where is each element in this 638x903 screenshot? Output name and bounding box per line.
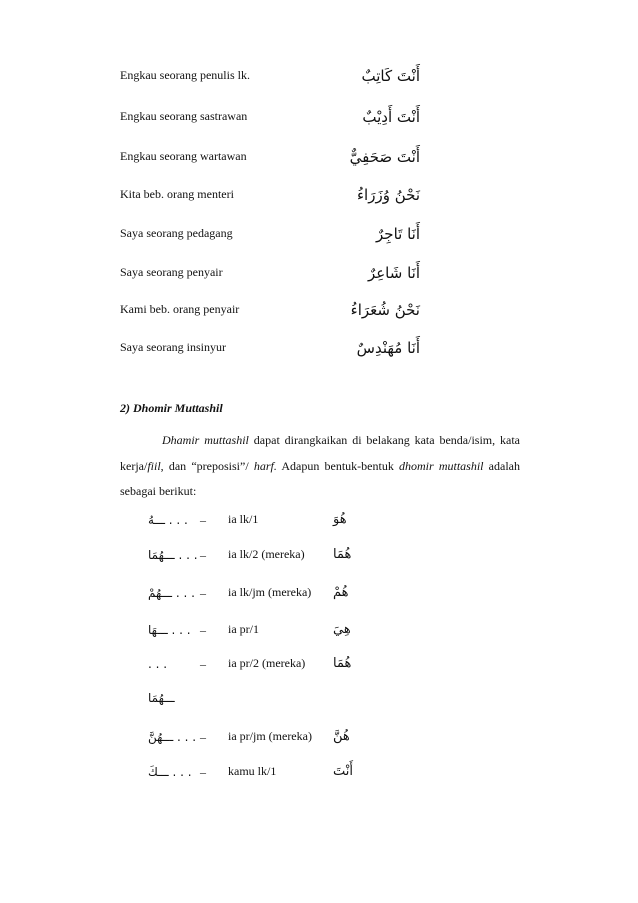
dhamir-meaning: ia lk/2 (mereka) xyxy=(228,547,305,561)
dhamir-row xyxy=(0,584,638,608)
vocab-latin: Kami beb. orang penyair xyxy=(120,302,240,316)
dhamir-meaning: kamu lk/1 xyxy=(228,764,277,778)
vocab-arabic: أَنْتَ صَحَفِيٌّ xyxy=(349,148,420,166)
term-harf: harf. xyxy=(253,458,277,473)
vocab-latin: Kita beb. orang menteri xyxy=(120,187,234,201)
dhamir-dash: – xyxy=(200,586,206,600)
vocab-latin: Saya seorang insinyur xyxy=(120,340,226,354)
vocab-row xyxy=(0,67,638,91)
intro-paragraph xyxy=(120,428,520,505)
dhamir-dash: – xyxy=(200,657,206,671)
paragraph-text: adalah sebagai berikut: xyxy=(120,458,520,498)
term-dhamir-muttashil: Dhamir muttashil xyxy=(162,433,249,447)
dhamir-suffix: ـــهُمَا xyxy=(148,691,175,705)
vocab-row xyxy=(0,264,638,288)
paragraph-text: dapat dirangkaikan di belakang kata benda/isim, kata kerja/ xyxy=(120,433,521,473)
dhamir-row xyxy=(0,621,638,645)
dhamir-row xyxy=(0,728,638,752)
vocab-latin: Saya seorang penyair xyxy=(120,265,223,279)
dhamir-dash: – xyxy=(200,730,206,744)
dhamir-suffix: ـــهُمْ . . . xyxy=(148,586,195,600)
term-fiil: fiil xyxy=(147,458,161,473)
vocab-latin: Saya seorang pedagang xyxy=(120,226,233,240)
vocab-arabic: أَنْتَ كَاتِبٌ xyxy=(361,67,420,85)
vocab-row xyxy=(0,186,638,210)
dhamir-meaning: ia pr/2 (mereka) xyxy=(228,656,306,670)
dhamir-suffix: ـــهُمَا . . . xyxy=(148,548,198,562)
vocab-latin: Engkau seorang sastrawan xyxy=(120,109,248,123)
dhamir-meaning: ia pr/jm (mereka) xyxy=(228,729,312,743)
vocab-arabic: أَنَا مُهَنْدِسٌ xyxy=(356,339,420,357)
dhamir-pronoun: هُنَّ xyxy=(333,729,350,744)
dhamir-dash: – xyxy=(200,765,206,779)
vocab-arabic: نَحْنُ شُعَرَاءُ xyxy=(350,301,420,319)
dhamir-pronoun: هُمْ xyxy=(333,585,349,600)
dhamir-suffix: ـــهَا . . . xyxy=(148,623,191,637)
vocab-latin: Engkau seorang wartawan xyxy=(120,149,247,163)
dhamir-suffix: ـــهُنَّ . . . xyxy=(148,730,197,744)
dhamir-meaning: ia lk/jm (mereka) xyxy=(228,585,312,599)
vocab-row xyxy=(0,301,638,325)
dhamir-row xyxy=(0,511,638,535)
paragraph-text: , dan “preposisi”/ xyxy=(160,458,254,473)
dhamir-row xyxy=(0,655,638,679)
vocab-row xyxy=(0,108,638,132)
dhamir-pronoun: هُوَ xyxy=(333,512,347,527)
dhamir-pronoun: هُمَا xyxy=(333,656,352,671)
dhamir-suffix: ـــهُ . . . xyxy=(148,513,188,527)
vocab-arabic: نَحْنُ وُزَرَاءُ xyxy=(357,186,420,204)
vocab-arabic: أَنْتَ أَدِيْبٌ xyxy=(362,108,420,126)
term-dhomir-muttashil: dhomir muttashil xyxy=(399,458,484,473)
dhamir-row xyxy=(0,689,638,713)
dhamir-row xyxy=(0,546,638,570)
vocab-arabic: أَنَا شَاعِرٌ xyxy=(367,264,420,282)
dhamir-dash: – xyxy=(200,513,206,527)
dhamir-dash: – xyxy=(200,623,206,637)
vocab-latin: Engkau seorang penulis lk. xyxy=(120,68,250,82)
dhamir-pronoun: هِيَ xyxy=(333,622,351,637)
vocab-arabic: أَنَا تَاجِرٌ xyxy=(376,225,420,243)
dhamir-suffix: ـــكَ . . . xyxy=(148,765,192,779)
paragraph-text: Adapun bentuk-bentuk xyxy=(276,458,399,473)
dhamir-meaning: ia lk/1 xyxy=(228,512,259,526)
section-title: 2) Dhomir Muttashil xyxy=(120,401,223,415)
dhamir-pronoun: أَنْتَ xyxy=(333,764,353,779)
dhamir-row xyxy=(0,763,638,787)
vocab-row xyxy=(0,225,638,249)
vocab-row xyxy=(0,339,638,363)
dhamir-pronoun: هُمَا xyxy=(333,547,352,562)
dhamir-meaning: ia pr/1 xyxy=(228,622,259,636)
dhamir-dash: – xyxy=(200,548,206,562)
dhamir-suffix: . . . xyxy=(148,657,168,671)
vocab-row xyxy=(0,148,638,172)
